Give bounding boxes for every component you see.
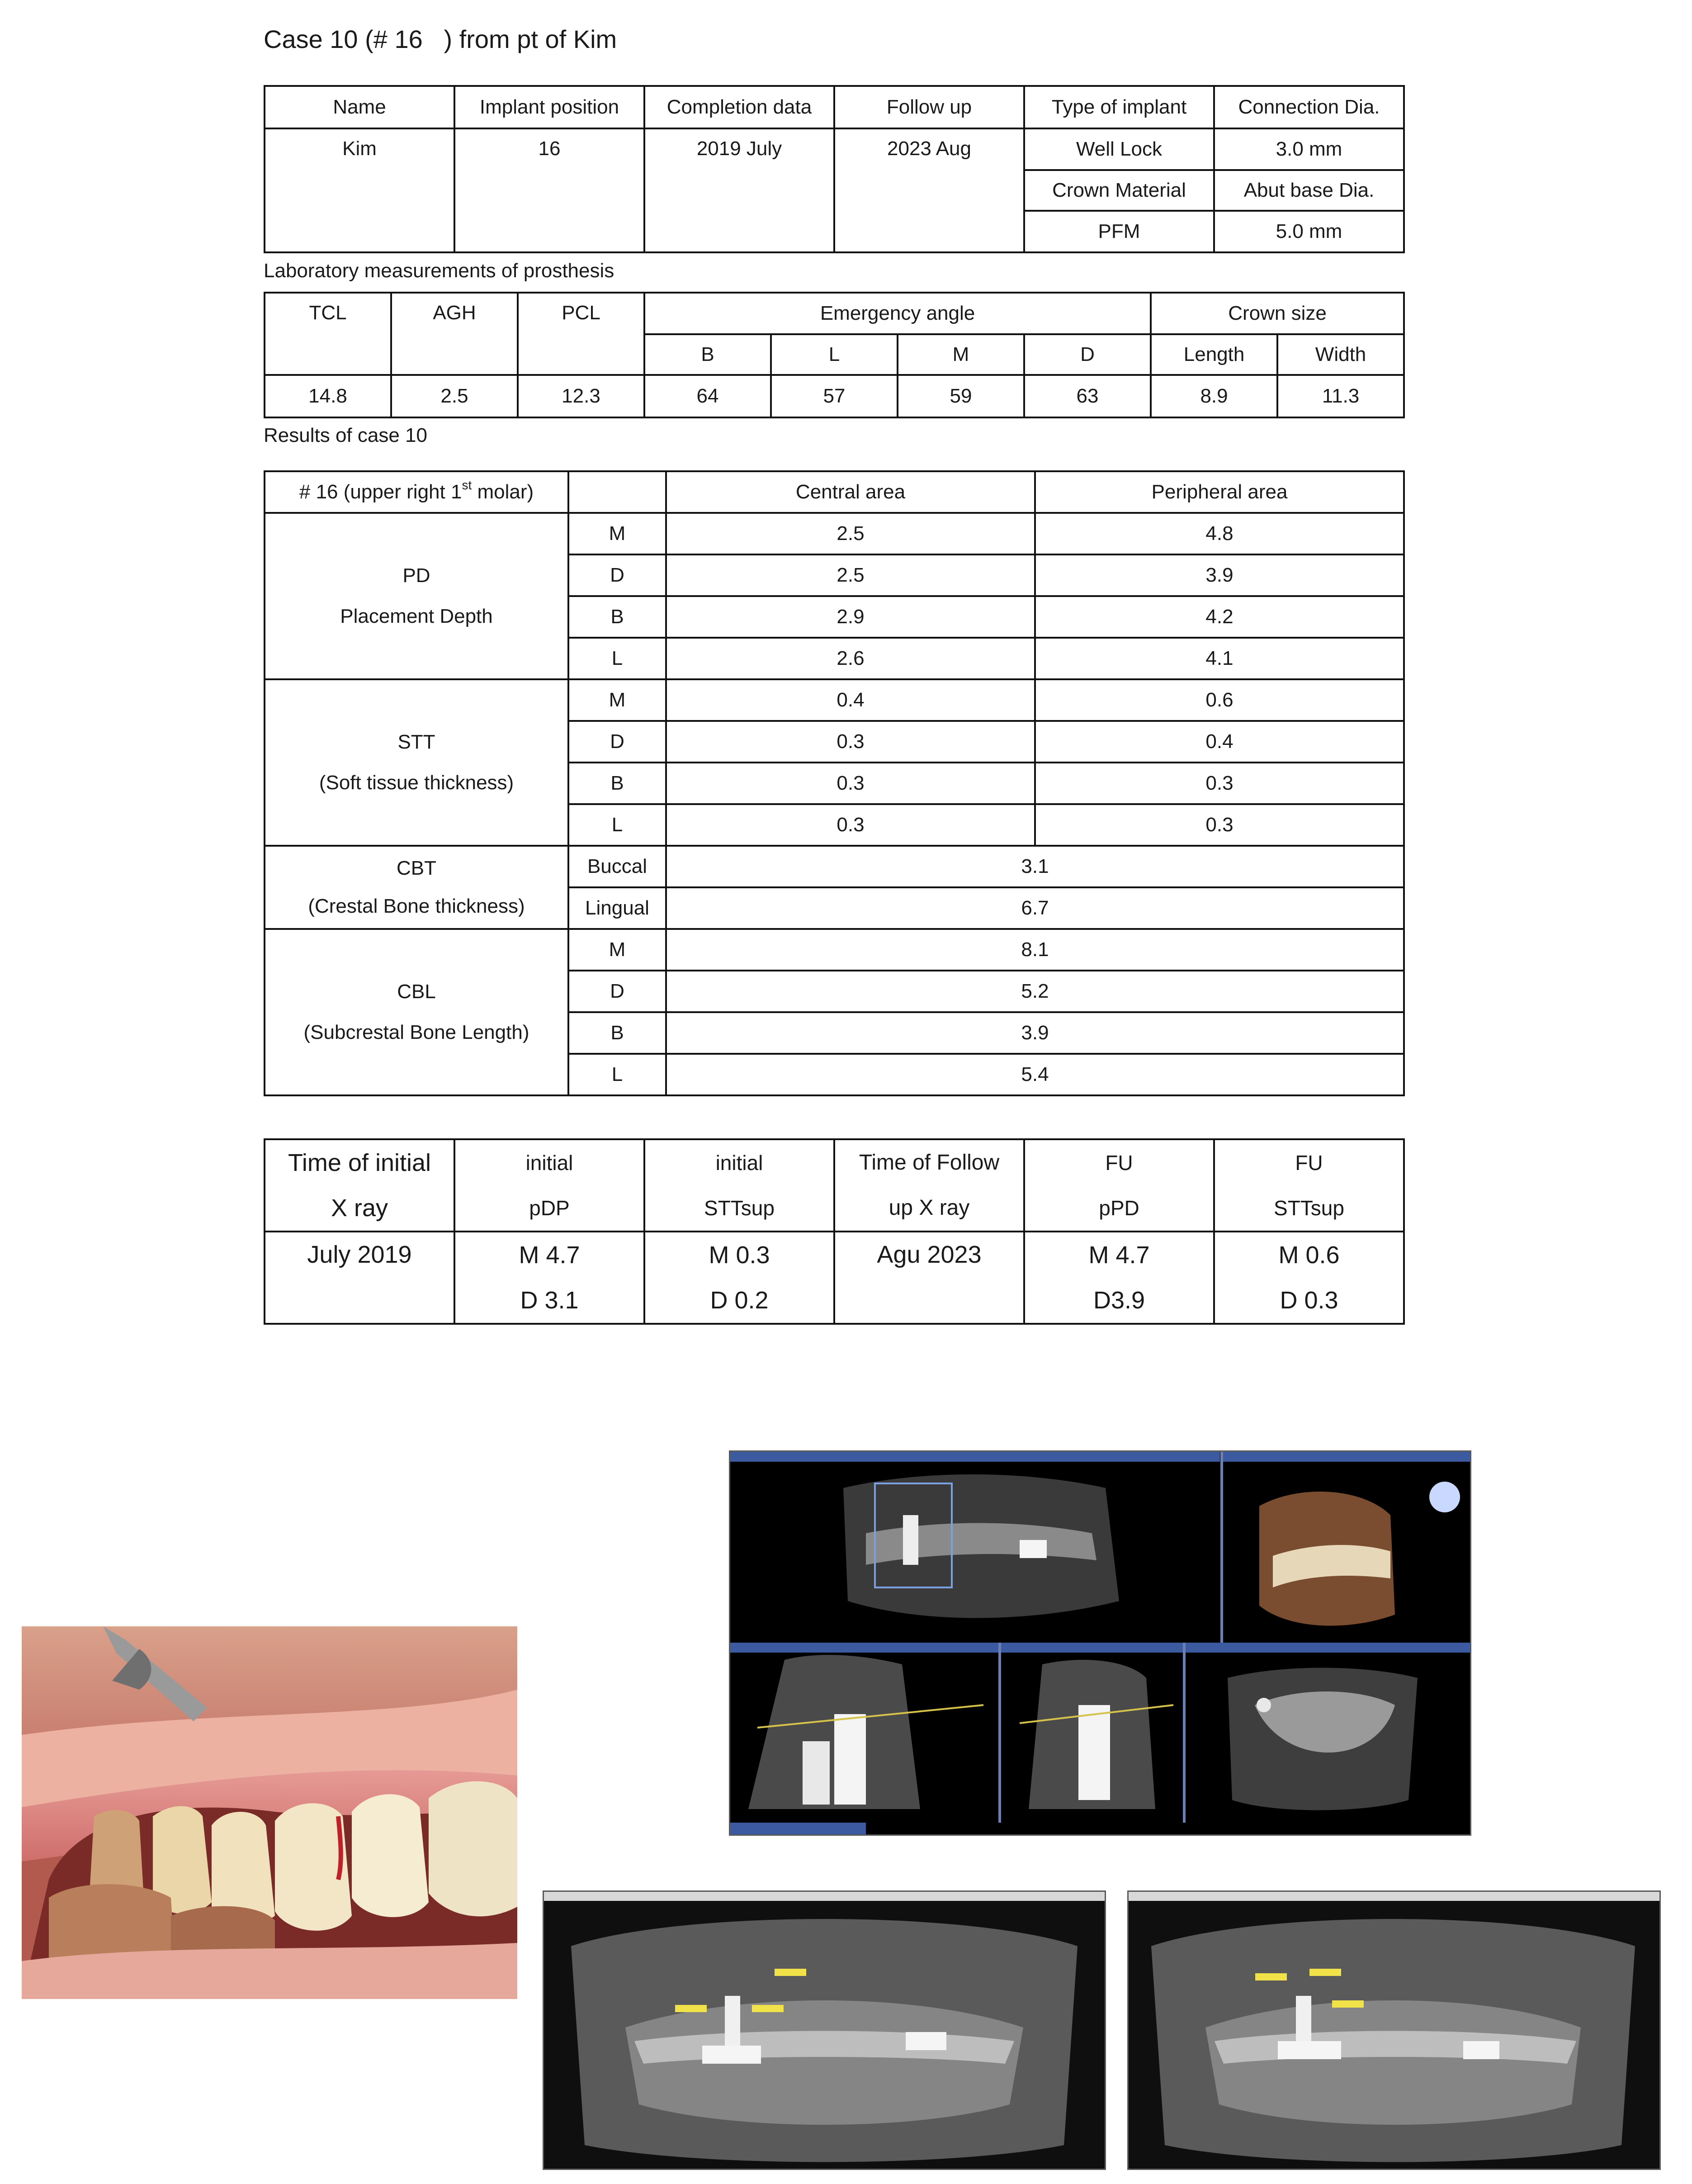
value-angle-d: 63: [1024, 375, 1151, 417]
header-connection-dia: Connection Dia.: [1214, 86, 1404, 128]
cbl-dir-l: L: [568, 1054, 666, 1095]
results-header-empty: [568, 471, 666, 513]
stt-central-b: 0.3: [666, 763, 1035, 804]
value-fu-sttsup: M 0.6 D 0.3: [1214, 1232, 1404, 1324]
intraoral-photo-illustration: [22, 1626, 517, 1999]
results-corner-label: # 16 (upper right 1st molar): [265, 471, 568, 513]
cbl-value-m: 8.1: [666, 929, 1404, 971]
panoramic-initial-illustration: [544, 1892, 1105, 2169]
value-followup-xray-date: Agu 2023: [834, 1232, 1024, 1324]
header-central-area: Central area: [666, 471, 1035, 513]
cbl-dir-m: M: [568, 929, 666, 971]
header-agh: AGH: [391, 293, 518, 375]
results-caption: Results of case 10: [264, 424, 427, 446]
pd-dir-b: B: [568, 596, 666, 638]
panoramic-xray-initial: [543, 1890, 1106, 2170]
implant-info-table: [264, 85, 1405, 253]
lab-measurements-table: [264, 292, 1405, 418]
value-angle-m: 59: [898, 375, 1024, 417]
header-time-initial-xray: Time of initial X ray: [265, 1139, 454, 1232]
pd-dir-d: D: [568, 554, 666, 596]
cell-completion-data: 2019 July: [644, 128, 834, 252]
header-fu-sttsup: FU STTsup: [1214, 1139, 1404, 1232]
cbl-value-b: 3.9: [666, 1012, 1404, 1054]
value-pcl: 12.3: [518, 375, 644, 417]
group-cbt-label: CBT (Crestal Bone thickness): [265, 846, 568, 929]
value-initial-pdp: M 4.7 D 3.1: [454, 1232, 644, 1324]
header-fu-ppd: FU pPD: [1024, 1139, 1214, 1232]
header-follow-up: Follow up: [834, 86, 1024, 128]
value-initial-xray-date: July 2019: [265, 1232, 454, 1324]
header-crown-size: Crown size: [1151, 293, 1404, 334]
cbt-dir-lingual: Lingual: [568, 887, 666, 929]
cell-implant-position: 16: [454, 128, 644, 252]
cell-crown-material: PFM: [1024, 211, 1214, 252]
intraoral-photo: [22, 1626, 517, 1999]
header-emergency-angle: Emergency angle: [644, 293, 1151, 334]
stt-dir-l: L: [568, 804, 666, 846]
pd-peripheral-b: 4.2: [1035, 596, 1404, 638]
value-initial-sttsup: M 0.3 D 0.2: [644, 1232, 834, 1324]
cbt-value-buccal: 3.1: [666, 846, 1404, 887]
pd-peripheral-d: 3.9: [1035, 554, 1404, 596]
header-initial-pdp: initial pDP: [454, 1139, 644, 1232]
stt-dir-d: D: [568, 721, 666, 763]
value-crown-width: 11.3: [1277, 375, 1404, 417]
pd-peripheral-l: 4.1: [1035, 638, 1404, 679]
value-crown-length: 8.9: [1151, 375, 1277, 417]
cbl-value-d: 5.2: [666, 971, 1404, 1012]
stt-central-l: 0.3: [666, 804, 1035, 846]
label-crown-material: Crown Material: [1024, 170, 1214, 211]
pd-central-d: 2.5: [666, 554, 1035, 596]
subheader-b: B: [644, 334, 771, 375]
header-peripheral-area: Peripheral area: [1035, 471, 1404, 513]
value-angle-b: 64: [644, 375, 771, 417]
subheader-d: D: [1024, 334, 1151, 375]
pd-central-l: 2.6: [666, 638, 1035, 679]
subheader-l: L: [771, 334, 898, 375]
value-angle-l: 57: [771, 375, 898, 417]
pd-central-m: 2.5: [666, 513, 1035, 554]
stt-central-m: 0.4: [666, 679, 1035, 721]
stt-peripheral-b: 0.3: [1035, 763, 1404, 804]
cbl-value-l: 5.4: [666, 1054, 1404, 1095]
pd-central-b: 2.9: [666, 596, 1035, 638]
group-cbl-label: CBL (Subcrestal Bone Length): [265, 929, 568, 1095]
stt-dir-m: M: [568, 679, 666, 721]
panoramic-followup-illustration: [1129, 1892, 1659, 2169]
pd-dir-l: L: [568, 638, 666, 679]
header-pcl: PCL: [518, 293, 644, 375]
cbt-dir-buccal: Buccal: [568, 846, 666, 887]
xray-timeline-table: [264, 1138, 1405, 1325]
header-time-followup-xray: Time of Follow up X ray: [834, 1139, 1024, 1232]
subheader-width: Width: [1277, 334, 1404, 375]
subheader-length: Length: [1151, 334, 1277, 375]
group-stt-label: STT (Soft tissue thickness): [265, 679, 568, 846]
group-pd-label: PD Placement Depth: [265, 513, 568, 679]
value-fu-ppd: M 4.7 D3.9: [1024, 1232, 1214, 1324]
cell-abut-base-dia: 5.0 mm: [1214, 211, 1404, 252]
header-type-of-implant: Type of implant: [1024, 86, 1214, 128]
cell-connection-dia: 3.0 mm: [1214, 128, 1404, 170]
panoramic-xray-followup: [1127, 1890, 1661, 2170]
results-table: [264, 470, 1405, 1096]
pd-dir-m: M: [568, 513, 666, 554]
cell-type-of-implant: Well Lock: [1024, 128, 1214, 170]
pd-peripheral-m: 4.8: [1035, 513, 1404, 554]
stt-peripheral-m: 0.6: [1035, 679, 1404, 721]
lab-caption: Laboratory measurements of prosthesis: [264, 260, 614, 282]
cell-follow-up: 2023 Aug: [834, 128, 1024, 252]
cbct-viewer-illustration: [730, 1452, 1470, 1834]
header-completion-data: Completion data: [644, 86, 834, 128]
header-implant-position: Implant position: [454, 86, 644, 128]
stt-peripheral-d: 0.4: [1035, 721, 1404, 763]
cbl-dir-d: D: [568, 971, 666, 1012]
header-initial-sttsup: initial STTsup: [644, 1139, 834, 1232]
cbl-dir-b: B: [568, 1012, 666, 1054]
stt-dir-b: B: [568, 763, 666, 804]
cbt-value-lingual: 6.7: [666, 887, 1404, 929]
header-name: Name: [265, 86, 454, 128]
case-title: Case 10 (# 16 ) from pt of Kim: [264, 25, 617, 53]
value-agh: 2.5: [391, 375, 518, 417]
label-abut-base-dia: Abut base Dia.: [1214, 170, 1404, 211]
value-tcl: 14.8: [265, 375, 391, 417]
stt-peripheral-l: 0.3: [1035, 804, 1404, 846]
stt-central-d: 0.3: [666, 721, 1035, 763]
cell-name: Kim: [265, 128, 454, 252]
cbct-screenshot: [729, 1450, 1471, 1836]
header-tcl: TCL: [265, 293, 391, 375]
subheader-m: M: [898, 334, 1024, 375]
